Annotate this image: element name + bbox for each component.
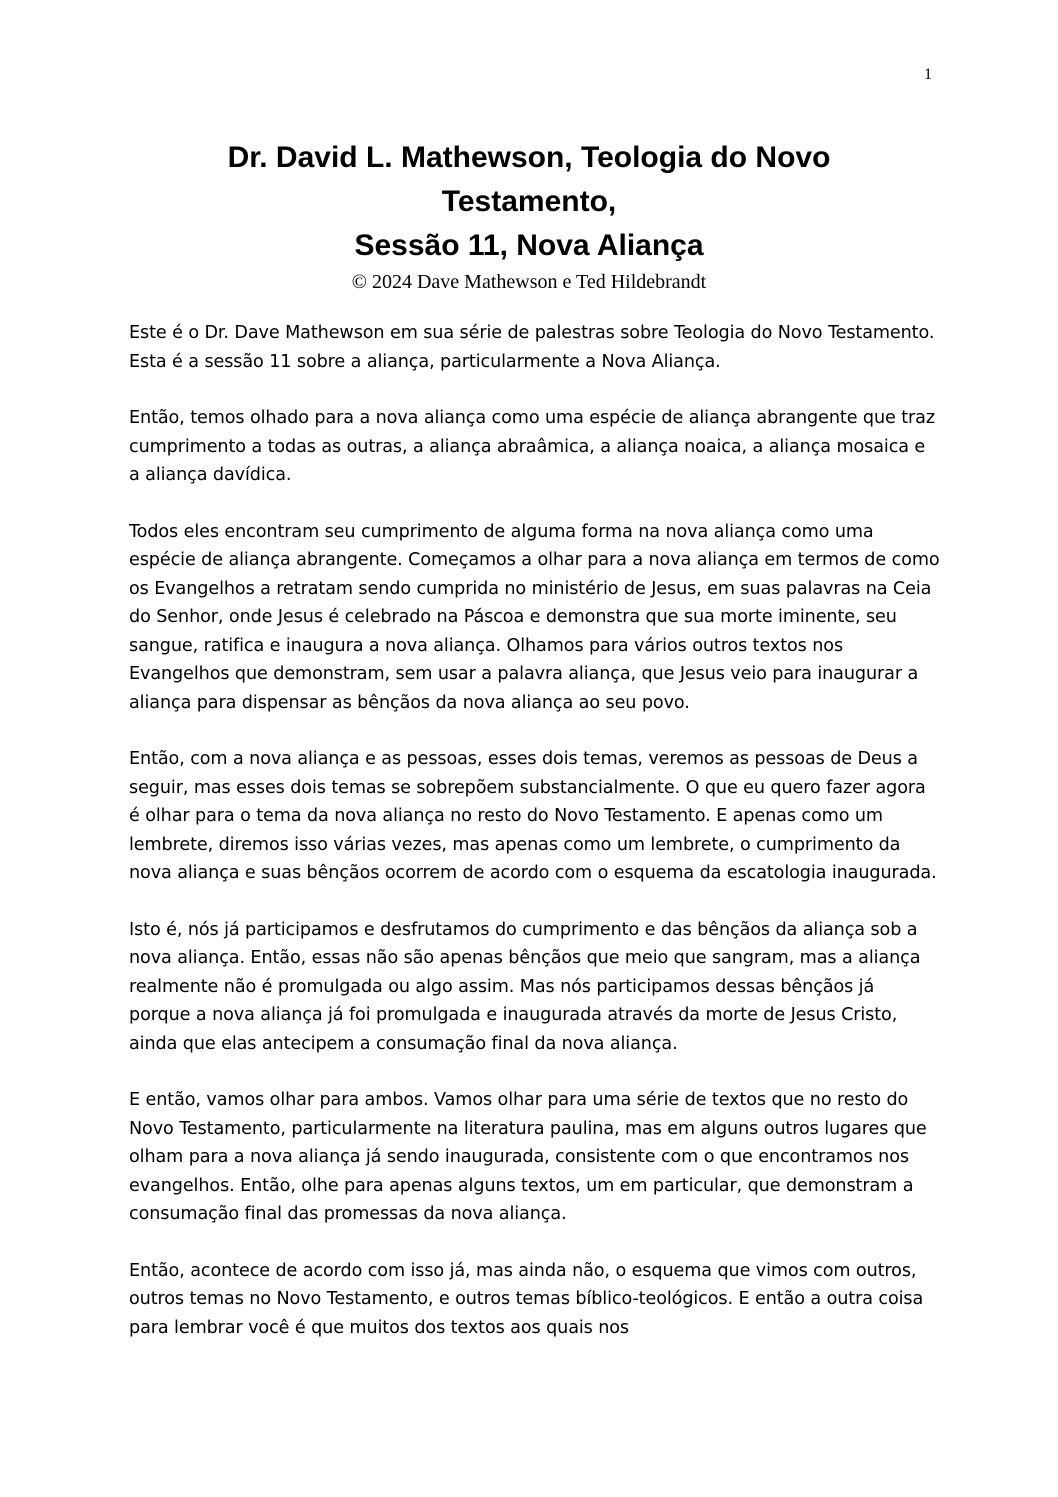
paragraph-1: Este é o Dr. Dave Mathewson em sua série de palestras sobre Teologia do Novo Testamento. Esta é a sessão 11 sobre a aliança, particularmente a Nova Aliança.: [129, 323, 935, 372]
title-block: [128, 136, 930, 294]
page-number: 1: [924, 66, 932, 83]
paragraph-3: Todos eles encontram seu cumprimento de alguma forma na nova aliança como uma espécie de aliança abrangente. Começamos a olhar para a nova aliança em termos de como os Evangelhos a retratam sendo cumprida no ministério de Jesus, em suas palavras na Ceia do Senhor, onde Jesus é celebrado na Páscoa e demonstra que sua morte iminente, seu sangue, ratifica e inaugura a nova aliança. Olhamos para vários outros textos nos Evangelhos que demonstram, sem usar a palavra aliança, que Jesus veio para inaugurar a aliança para dispensar as bênçãos da nova aliança ao seu povo.: [129, 521, 940, 713]
paragraph-4: Então, com a nova aliança e as pessoas, esses dois temas, veremos as pessoas de Deus a seguir, mas esses dois temas se sobrepõem substancialmente. O que eu quero fazer agora é olhar para o tema da nova aliança no resto do Novo Testamento. E apenas como um lembrete, diremos isso várias vezes, mas apenas como um lembrete, o cumprimento da nova aliança e suas bênçãos ocorrem de acordo com o esquema da escatologia inaugurada.: [129, 749, 937, 883]
paragraph-2: Então, temos olhado para a nova aliança como uma espécie de aliança abrangente que traz cumprimento a todas as outras, a aliança abraâmica, a aliança noaica, a aliança mosaica e a aliança davídica.: [129, 408, 935, 485]
document-title-line-1: Dr. David L. Mathewson, Teologia do Novo: [227, 141, 831, 174]
copyright-line: © 2024 Dave Mathewson e Ted Hildebrandt: [351, 271, 707, 293]
document-title-line-3: Sessão 11, Nova Aliança: [354, 229, 704, 262]
paragraph-5: Isto é, nós já participamos e desfrutamos do cumprimento e das bênçãos da aliança sob a nova aliança. Então, essas não são apenas bênçãos que meio que sangram, mas a aliança realmente não é promulgada ou algo assim. Mas nós participamos dessas bênçãos já porque a nova aliança já foi promulgada e inaugurada através da morte de Jesus Cristo, ainda que elas antecipem a consumação final da nova aliança.: [129, 919, 921, 1054]
document-body: [129, 319, 941, 1370]
document-title-line-2: Testamento,: [441, 185, 617, 218]
paragraph-7: Então, acontece de acordo com isso já, mas ainda não, o esquema que vimos com outros, outros temas no Novo Testamento, e outros temas bíblico-teológicos. E então a outra coisa para lembrar você é que muitos dos textos aos quais nos: [129, 1260, 924, 1338]
paragraph-6: E então, vamos olhar para ambos. Vamos olhar para uma série de textos que no resto do Novo Testamento, particularmente na literatura paulina, mas em alguns outros lugares que olham para a nova aliança já sendo inaugurada, consistente com o que encontramos nos evangelhos. Então, olhe para apenas alguns textos, um em particular, que demonstram a consumação final das promessas da nova aliança.: [129, 1090, 927, 1224]
